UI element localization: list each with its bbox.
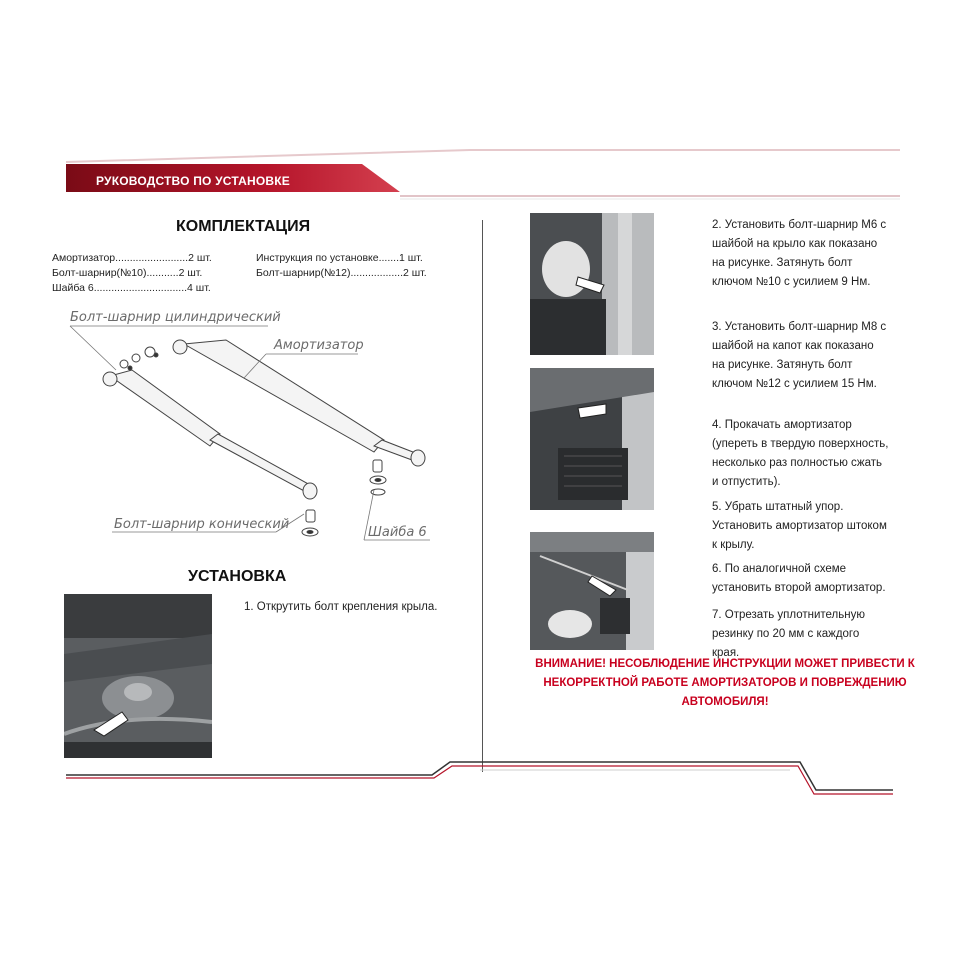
parts-diagram [40,300,460,560]
kit-item: Шайба 6................................4 шт. [52,282,211,294]
label-conical-bolt: Болт-шарнир конический [114,517,290,532]
column-divider [482,220,483,772]
step-2: 2. Установить болт-шарнир М6 с шайбой на крыло как показано на рисунке. Затянуть болт ключом №10 с усилием 9 Нм. [712,219,887,288]
label-cylindrical-bolt: Болт-шарнир цилиндрический [70,310,281,325]
kit-item: Амортизатор.........................2 шт. [52,252,212,264]
label-shock-absorber: Амортизатор [274,338,364,353]
warning-text: ВНИМАНИЕ! НЕСОБЛЮДЕНИЕ ИНСТРУКЦИИ МОЖЕТ ПРИВЕСТИ К НЕКОРРЕКТНОЙ РАБОТЕ АМОРТИЗАТОРОВ И ПОВРЕЖДЕНИЮ АВТОМОБИЛЯ! [535,658,915,708]
step-7: 7. Отрезать уплотнительную резинку по 20 мм с каждого края. [712,609,865,659]
shock-absorber-top [173,340,425,466]
install-title: УСТАНОВКА [188,568,287,585]
engine-bay-photo [64,594,212,758]
label-washer: Шайба 6 [368,525,427,540]
step-6: 6. По аналогичной схеме установить второй амортизатор. [712,563,886,594]
header-title: РУКОВОДСТВО ПО УСТАНОВКЕ [96,174,290,188]
step-4: 4. Прокачать амортизатор (упереть в твердую поверхность, несколько раз полностью сжать и отпустить). [712,419,889,488]
step-3: 3. Установить болт-шарнир М8 с шайбой на капот как показано на рисунке. Затянуть болт ключом №12 с усилием 15 Нм. [712,321,887,390]
kit-item: Инструкция по установке.......1 шт. [256,252,423,264]
step-5: 5. Убрать штатный упор. Установить амортизатор штоком к крылу. [712,501,887,551]
kit-item: Болт-шарнир(№12)..................2 шт. [256,267,427,279]
footer-decor [0,750,960,810]
install-step-1: 1. Открутить болт крепления крыла. [244,601,438,613]
fender-bolt-photo [530,213,654,355]
hood-bolt-photo [530,368,654,510]
kit-item: Болт-шарнир(№10)...........2 шт. [52,267,203,279]
installed-shock-photo [530,532,654,650]
kit-title: КОМПЛЕКТАЦИЯ [176,218,311,235]
